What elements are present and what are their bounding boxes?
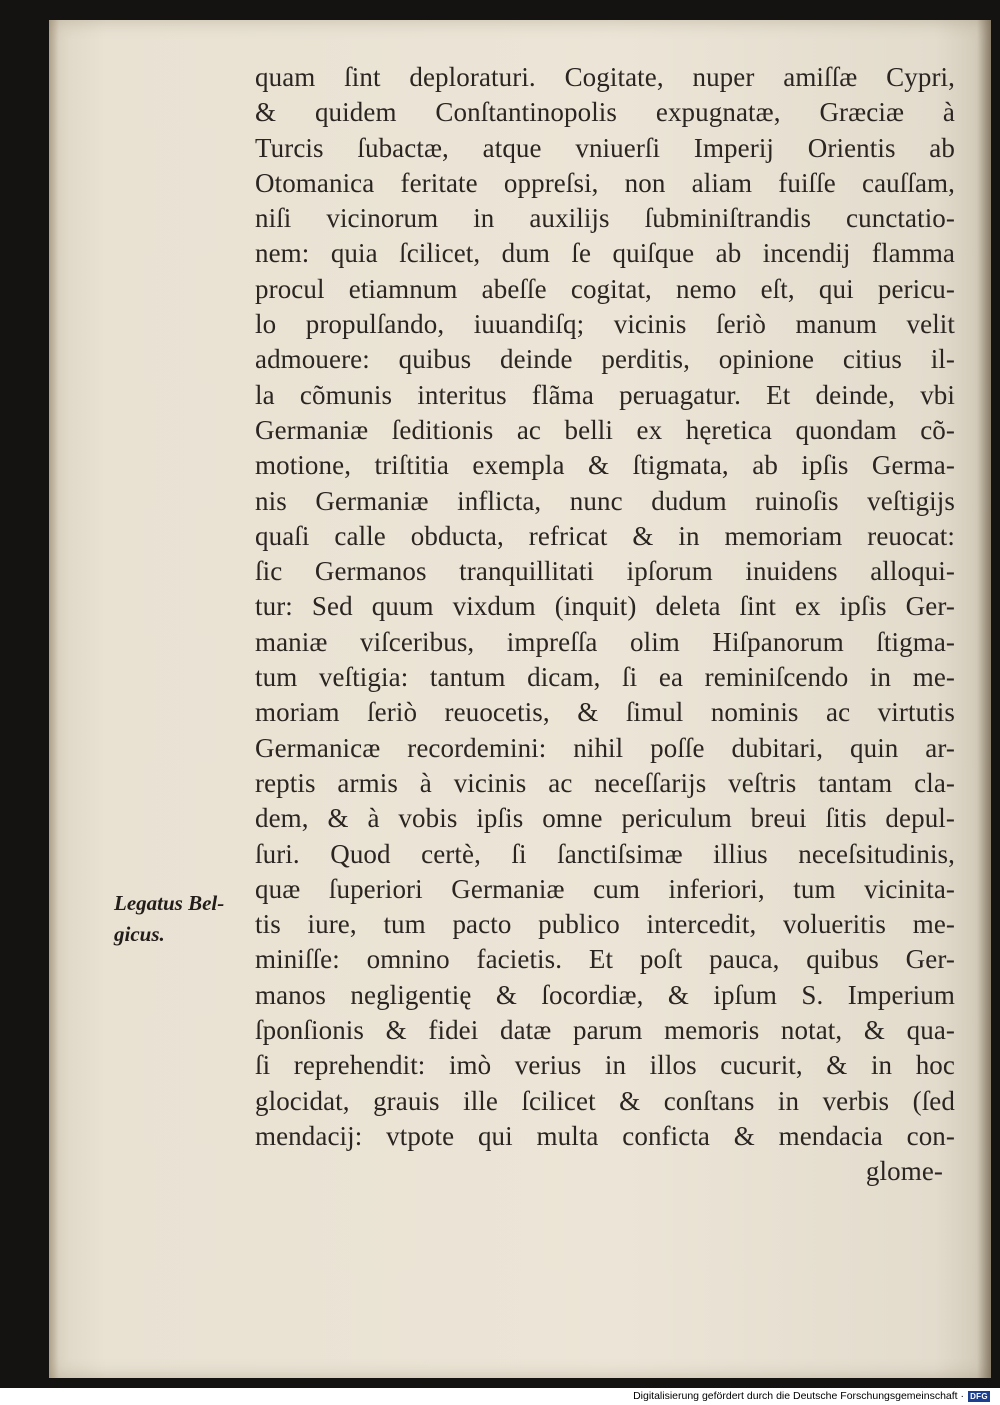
text-line: quæ ſuperiori Germaniæ cum inferiori, tum vicinita- [255,873,955,904]
text-line: admouere: quibus deinde perditis, opinione citius il- [255,344,955,375]
text-line: ſuri. Quod certè, ſi ſanctiſsimæ illius neceſsitudinis, [255,838,955,869]
text-line: tum veſtigia: tantum dicam, ſi ea reminiſcendo in me- [255,662,955,693]
funding-credit: Digitalisierung gefördert durch die Deutsche Forschungsgemeinschaft · [633,1390,964,1402]
text-line: nis Germaniæ inflicta, nunc dudum ruinoſis veſtigijs [255,485,955,516]
text-line: dem, & à vobis ipſis omne periculum breui ſitis depul- [255,803,955,834]
text-line: procul etiamnum abeſſe cogitat, nemo eſt, qui pericu- [255,273,955,304]
text-line: & quidem Conſtantinopolis expugnatæ, Græciæ à [255,97,955,128]
body-text [255,60,955,1190]
text-line: miniſſe: omnino facietis. Et poſt pauca, quibus Ger- [255,944,955,975]
text-line: reptis armis à vicinis ac neceſſarijs veſtris tantam cla- [255,767,955,798]
text-line: lo propulſando, iuuandiſq; vicinis ſeriò manum velit [255,309,955,340]
text-line: glocidat, grauis ille ſcilicet & conſtans in verbis (ſed [255,1085,955,1116]
text-line: moriam ſeriò reuocetis, & ſimul nominis ac virtutis [255,697,955,728]
text-line: mendacij: vtpote qui multa conficta & mendacia con- [255,1120,955,1151]
text-line: manos negligentię & ſocordiæ, & ipſum S. Imperium [255,979,955,1010]
dfg-logo-icon: DFG [968,1391,990,1402]
text-line: Germaniæ ſeditionis ac belli ex hęretica quondam cõ- [255,414,955,445]
text-line: Turcis ſubactæ, atque vniuerſi Imperij Orientis ab [255,132,955,163]
text-line: maniæ viſceribus, impreſſa olim Hiſpanorum ſtigma- [255,626,955,657]
text-line: ſic Germanos tranquillitati ipſorum inuidens alloqui- [255,556,955,587]
text-line: tis iure, tum pacto publico intercedit, volueritis me- [255,909,955,940]
page-right-edge [977,20,991,1378]
text-line: quaſi calle obducta, refricat & in memoriam reuocat: [255,520,955,551]
margin-note [114,888,254,950]
text-line: ſi reprehendit: imò verius in illos cucurit, & in hoc [255,1050,955,1081]
text-line: motione, triſtitia exempla & ſtigmata, ab ipſis Germa- [255,450,955,481]
text-line: Germanicæ recordemini: nihil poſſe dubitari, quin ar- [255,732,955,763]
text-line: nem: quia ſcilicet, dum ſe quiſque ab incendij flamma [255,238,955,269]
text-line: tur: Sed quum vixdum (inquit) deleta ſint ex ipſis Ger- [255,591,955,622]
text-line: la cõmunis interitus flãma peruagatur. Et deinde, vbi [255,379,955,410]
text-line: quam ſint deploraturi. Cogitate, nuper amiſſæ Cypri, [255,62,955,92]
text-line: ſponſionis & fidei datæ parum memoris notat, & qua- [255,1015,955,1046]
margin-note-line: gicus. [114,922,165,946]
catchword: glome- [865,1156,943,1187]
text-line: Otomanica feritate oppreſsi, non aliam fuiſſe cauſſam, [255,167,955,198]
page-left-edge [49,20,59,1378]
text-line: niſi vicinorum in auxilijs ſubminiſtrandis cunctatio- [255,203,955,234]
margin-note-line: Legatus Bel- [114,891,225,915]
footer-bar [0,1388,1000,1405]
